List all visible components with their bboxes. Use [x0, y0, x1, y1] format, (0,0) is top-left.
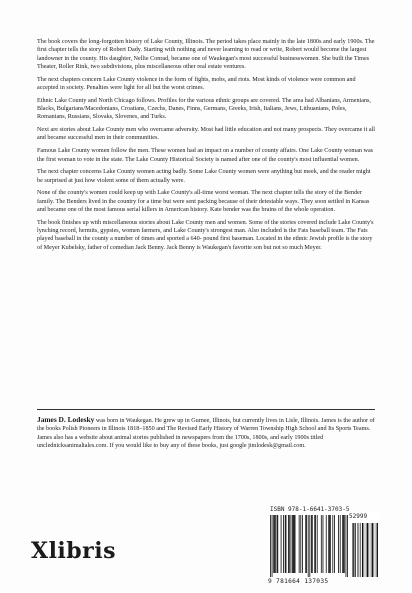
barcode-bar — [309, 515, 310, 577]
barcode-bar — [288, 515, 289, 573]
barcode-bar — [285, 515, 286, 573]
barcode-bar — [302, 515, 303, 573]
barcode-bar — [326, 515, 327, 573]
ean-bars — [270, 515, 348, 577]
barcode-bar — [291, 515, 292, 573]
barcode-bar — [283, 515, 284, 573]
blurb-paragraph: The book finishes up with miscellaneous stories about Lake County men and women. Some of the stories covered include Lake County's lynching record, hermits, gypsies, women farmers, and Lake County's strongest man. Also included is the Fats baseball team. The Fats played baseball in the county a number of times and sported a 640- pound first baseman. Located in the ethnic Jewish profile is the story of Meyer Kubelsky, father of comedian Jack Benny. Jack Benny is Waukegan's favorite son but not so much Meyer. — [37, 219, 374, 251]
addon-bar — [376, 523, 377, 577]
addon-bars — [352, 523, 378, 577]
section-divider — [37, 409, 375, 410]
blurb-paragraph: The next chapters concern Lake County violence in the form of fights, mobs, and riots. Most kinds of violence were common and accepted in society. Penalties were light for all but the worst crimes. — [37, 76, 356, 91]
addon-bar — [355, 523, 356, 577]
blurb-paragraph: Ethnic Lake County and North Chicago follows. Profiles for the various ethnic groups are covered. The area had Albanians, Armenians, Blacks, Bulgarians/Macedonians, Croatians, Czechs, Danes, Finns, Germans, Greeks, Irish, Italians, Jews, Lithuanians, Poles, Romanians, Russians, Slovaks, Slovenes, and Turks. — [37, 97, 371, 121]
barcode-bar — [306, 515, 307, 573]
addon-bar — [359, 523, 360, 577]
barcode-bar — [300, 515, 301, 573]
addon-bar — [377, 523, 378, 577]
addon-bar — [362, 523, 363, 577]
blurb-paragraph: None of the county's women could keep up with Lake County's all-time worst woman. The next chapter tells the story of the Bender family. The Benders lived in the country for a time but were sent packing because of their detestable ways. They soon settled in Kansas and became one of the most famous serial killers in American history. Kate bender was the brains of the whole operation. — [37, 190, 370, 214]
addon-code: 52999 — [349, 513, 368, 520]
barcode-bar — [347, 515, 348, 577]
publisher-logo: Xlibris — [31, 538, 117, 564]
addon-bar — [358, 523, 359, 577]
blurb-paragraph: The next chapter concerns Lake County women acting badly. Some Lake County women were anything but meek, and the reader might be surprised at just how violent some of them actually were. — [37, 169, 371, 184]
barcode-bar — [342, 515, 343, 573]
barcode-bar — [277, 515, 278, 573]
isbn-label: ISBN 978-1-6641-3703-5 — [270, 506, 350, 513]
blurb-paragraph: Famous Lake County women follow the men. These women had an impact on a number of county affairs. One Lake County woman was the first woman to vote in the state. The Lake County Historical Society is named after one of the county's most influential women. — [37, 148, 374, 163]
barcode-image — [268, 513, 380, 577]
barcode-bar — [328, 515, 329, 573]
author-bio — [37, 416, 375, 450]
addon-bar — [367, 523, 368, 577]
barcode-bar — [340, 515, 341, 573]
barcode-bar — [314, 515, 315, 573]
barcode-bar — [274, 515, 275, 573]
barcode-bar — [293, 515, 294, 573]
barcode-bar — [330, 515, 331, 573]
author-name: James D. Lodesky — [37, 415, 95, 424]
blurb-paragraph: Next are stories about Lake County men who overcame adversity. Most had little education and not many prospects. They overcame it all and became successful men in their communities. — [37, 127, 375, 142]
addon-bar — [364, 523, 365, 577]
addon-bar — [377, 523, 378, 577]
addon-bar — [367, 523, 368, 577]
addon-bar — [353, 523, 354, 577]
barcode-bar — [273, 515, 274, 573]
barcode-bar — [270, 515, 271, 577]
addon-bar — [374, 523, 375, 577]
barcode-bar — [338, 515, 339, 573]
barcode-bar — [344, 515, 345, 573]
barcode-bar — [277, 515, 278, 573]
barcode-bar — [286, 515, 287, 573]
barcode-bar — [312, 515, 313, 573]
barcode-bar — [294, 515, 295, 573]
barcode-bar — [334, 515, 335, 573]
barcode-bar — [346, 515, 347, 577]
barcode-bar — [295, 515, 296, 573]
barcode-bar — [311, 515, 312, 573]
addon-bar — [354, 523, 355, 577]
barcode-digits: 9 781664 137035 — [268, 578, 329, 585]
barcode-bar — [315, 515, 316, 573]
blurb-paragraph: The book covers the long-forgotten history of Lake County, Illinois. The period takes place mainly in the late 1800s and early 1900s. The first chapter tells the story of Robert Dady. Starting with nothing and never learning to read or write, Robert would become the largest landowner in the county. His daughter, Nellie Conrad, became one of Waukegan's most successful businesswomen. She built the Times Theater, Roller Rink, two subdivisions, plus miscellaneous other real estate ventures. — [37, 39, 375, 70]
addon-bar — [366, 523, 367, 577]
addon-bar — [369, 523, 370, 577]
addon-bar — [372, 523, 373, 577]
barcode-bar — [323, 515, 324, 573]
barcode-bar — [321, 515, 322, 573]
addon-bar — [352, 523, 353, 577]
barcode-bar — [317, 515, 318, 573]
barcode-bar — [299, 515, 300, 573]
author-bio-text: was born in Waukegan. He grew up in Gurnee, Illinois, but currently lives in Lisle, Illinois. James is the author of the books Polish Pioneers in Illinois 1818–1850 and The Revised Early History of Warren Township High School and Its Sports Teams. James also has a website about animal stories published in newspapers from the 1700s, 1800s, and early 1900s titled unclednicksanimaltales.com. If you would like to buy any of these books, just google jimlodesk@gmail.com. — [37, 418, 375, 449]
addon-bar — [363, 523, 364, 577]
barcode-bar — [292, 515, 293, 573]
barcode-bar — [308, 515, 309, 577]
barcode-bar — [329, 515, 330, 573]
barcode-bar — [289, 515, 290, 573]
barcode-bar — [272, 515, 273, 577]
addon-bar — [371, 523, 372, 577]
book-description — [37, 38, 375, 257]
barcode-bar — [281, 515, 282, 573]
barcode-bar — [332, 515, 333, 573]
barcode-bar — [305, 515, 306, 573]
addon-bar — [360, 523, 361, 577]
addon-bar — [355, 523, 356, 577]
barcode-bar — [343, 515, 344, 573]
barcode-bar — [275, 515, 276, 573]
addon-bar — [372, 523, 373, 577]
